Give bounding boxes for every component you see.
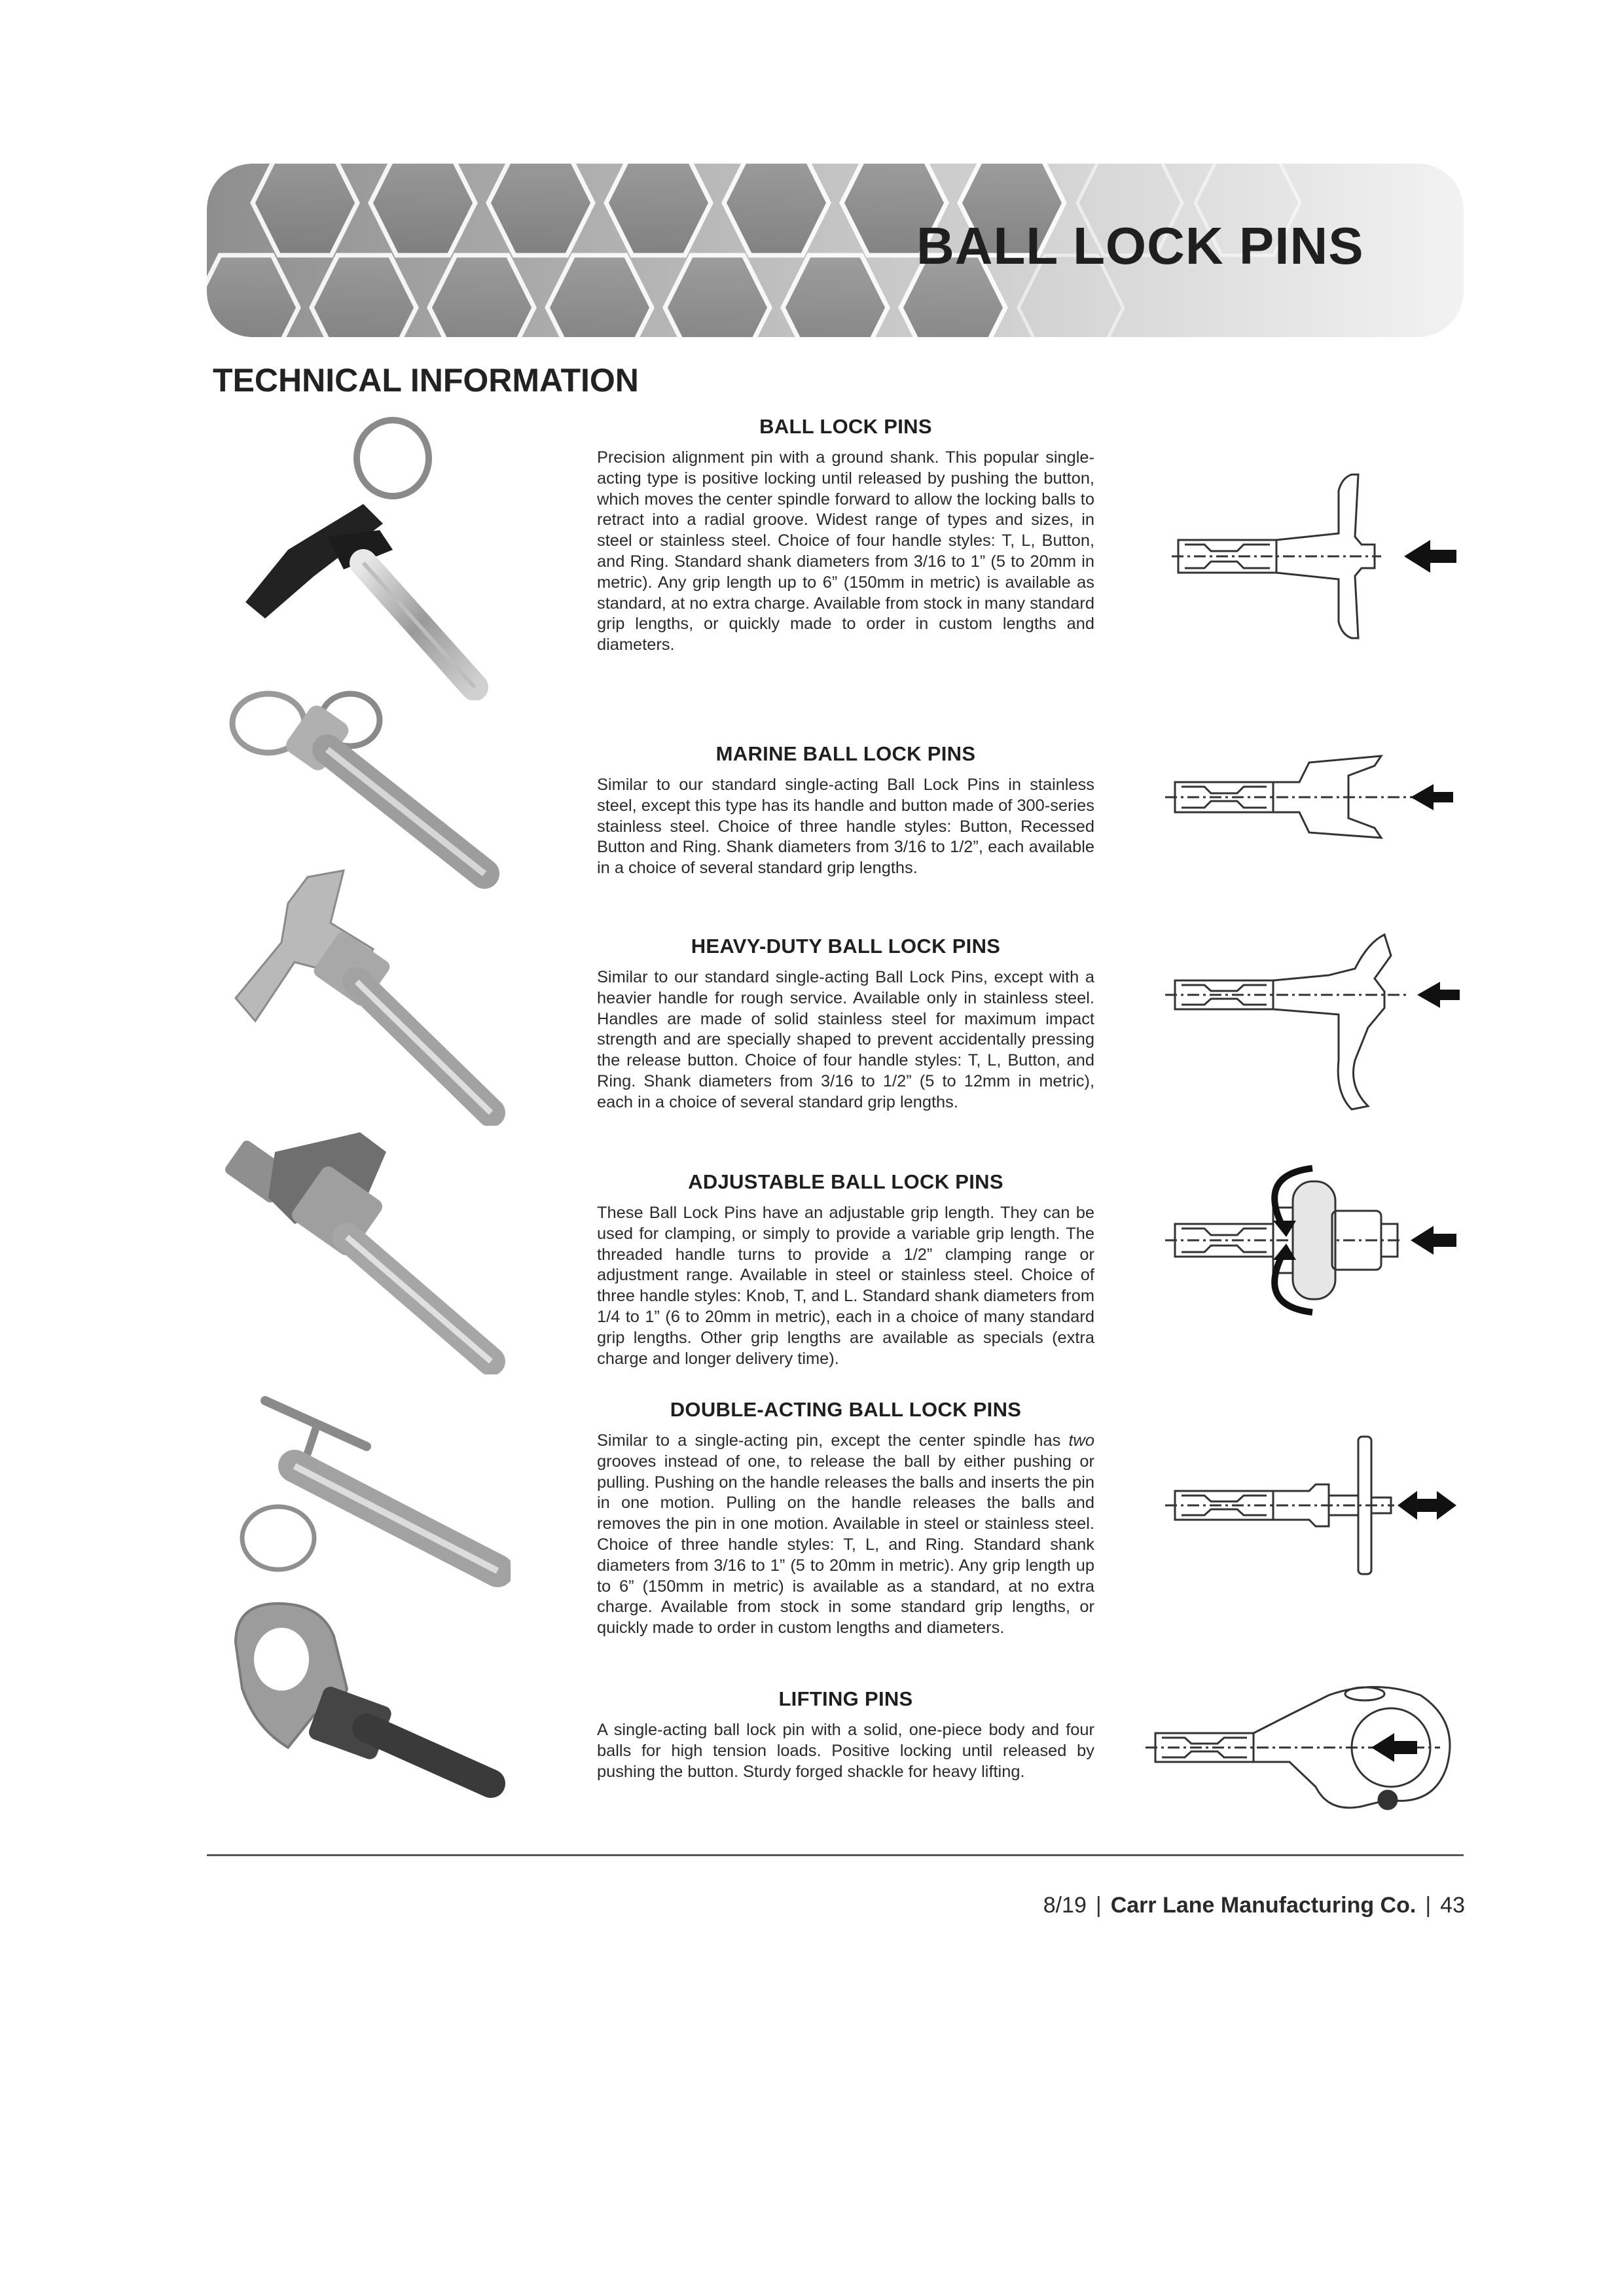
section-body (597, 1431, 1094, 1639)
double-acting-ball-lock-pin-photo (216, 1374, 511, 1590)
ball-lock-pin-diagram (1165, 471, 1473, 641)
footer-separator: | (1425, 1893, 1432, 1918)
lifting-pin-diagram (1139, 1676, 1473, 1826)
section-adjustable-ball-lock-pins (597, 1170, 1094, 1369)
section-body: Similar to our standard single-acting Ball Lock Pins, except with a heavier handle for rough service. Available only in stainless steel. Handles are made of solid stainless steel for maximum impact strength and are specially shaped to prevent accidentally pressing the release button. Choice of four handle styles: T, L, Button, and Ring. Shank diameters from 3/16 to 1/2” (5 to 12mm in metric), each in a choice of several standard grip lengths. (597, 968, 1094, 1111)
section-title: MARINE BALL LOCK PINS (715, 742, 976, 765)
heavy-duty-ball-lock-pin-diagram (1159, 929, 1473, 1126)
heavy-duty-ball-lock-pin-photo (216, 864, 511, 1126)
ball-lock-pin-photo (216, 412, 511, 700)
section-title: ADJUSTABLE BALL LOCK PINS (688, 1170, 1003, 1193)
page-number: 43 (1440, 1893, 1465, 1918)
marine-ball-lock-pin-diagram (1159, 746, 1473, 851)
section-marine-ball-lock-pins (597, 742, 1094, 879)
adjustable-ball-lock-pin-photo (216, 1126, 511, 1374)
footer-separator: | (1095, 1893, 1102, 1918)
lifting-pin-photo (216, 1597, 511, 1813)
section-ball-lock-pins (597, 415, 1094, 656)
section-body: Precision alignment pin with a ground shank. This popular single-acting type is positive locking until released by pushing the button, which moves the center spindle forward to allow the locking balls to retract into a radial groove. Widest range of types and sizes, in steel or stainless steel. Choice of four handle styles: T, L, Button, and Ring. Standard shank diameters from 3/16 to 1” (5 to 20mm in metric). Any grip length up to 6” (150mm in metric) is available as standard, at no extra charge. Available from stock in many standard grip lengths, or quickly made to order in custom lengths and diameters. (597, 448, 1094, 655)
section-title: HEAVY-DUTY BALL LOCK PINS (691, 935, 1001, 958)
section-body-start: Similar to a single-acting pin, except the center spindle has (597, 1431, 1069, 1450)
section-body: A single-acting ball lock pin with a solid, one-piece body and four balls for high tension loads. Positive locking until released by pushing the button. Sturdy forged shackle for heavy lifting. (597, 1721, 1094, 1781)
page-heading: TECHNICAL INFORMATION (213, 362, 639, 399)
section-title: DOUBLE-ACTING BALL LOCK PINS (670, 1398, 1022, 1421)
section-body-emphasis: two (1068, 1431, 1094, 1450)
double-acting-ball-lock-pin-diagram (1159, 1427, 1473, 1590)
marine-ball-lock-pin-photo (216, 677, 511, 893)
section-title: LIFTING PINS (778, 1687, 913, 1710)
adjustable-ball-lock-pin-diagram (1159, 1142, 1473, 1338)
footer-date: 8/19 (1043, 1893, 1087, 1918)
section-title: BALL LOCK PINS (759, 415, 932, 438)
section-body: These Ball Lock Pins have an adjustable grip length. They can be used for clamping, or simply to provide a variable grip length. The threaded handle turns to provide a 1/2” clamping range or adjustment range. Available in steel or stainless steel. Choice of three handle styles: Knob, T, and L. Standard shank diameters from 1/4 to 1” (6 to 20mm in metric), each in a choice of many standard grip lengths. Other grip lengths are available as specials (extra charge and longer delivery time). (597, 1204, 1094, 1368)
banner-title: BALL LOCK PINS (916, 217, 1364, 275)
section-lifting-pins (597, 1687, 1094, 1782)
section-body: Similar to our standard single-acting Ball Lock Pins in stainless steel, except this type has its handle and button made of 300-series stainless steel. Choice of three handle styles: Button, Recessed Button and Ring. Shank diameters from 3/16 to 1/2”, each available in a choice of several standard grip lengths. (597, 776, 1094, 878)
footer-company: Carr Lane Manufacturing Co. (1110, 1893, 1416, 1918)
section-heavy-duty-ball-lock-pins (597, 935, 1094, 1113)
footer-rule (207, 1854, 1464, 1856)
section-body-end: grooves instead of one, to release the ball by either pushing or pulling. Pushing on the handle releases the balls and inserts the pin in one motion. Pulling on the handle releases the balls and removes the pin in one motion. Available in steel or stainless steel. Choice of three handle styles: T, L, and Ring. Standard shank diameters from 3/16 to 1” (5 to 20mm in metric). Any grip length up to 6” (150mm in metric) is available as a standard, at no extra charge. Available from stock in some standard grip lengths, or quickly made to order in custom lengths and diameters. (597, 1452, 1094, 1638)
footer (1043, 1893, 1465, 1918)
section-double-acting-ball-lock-pins (597, 1398, 1094, 1639)
